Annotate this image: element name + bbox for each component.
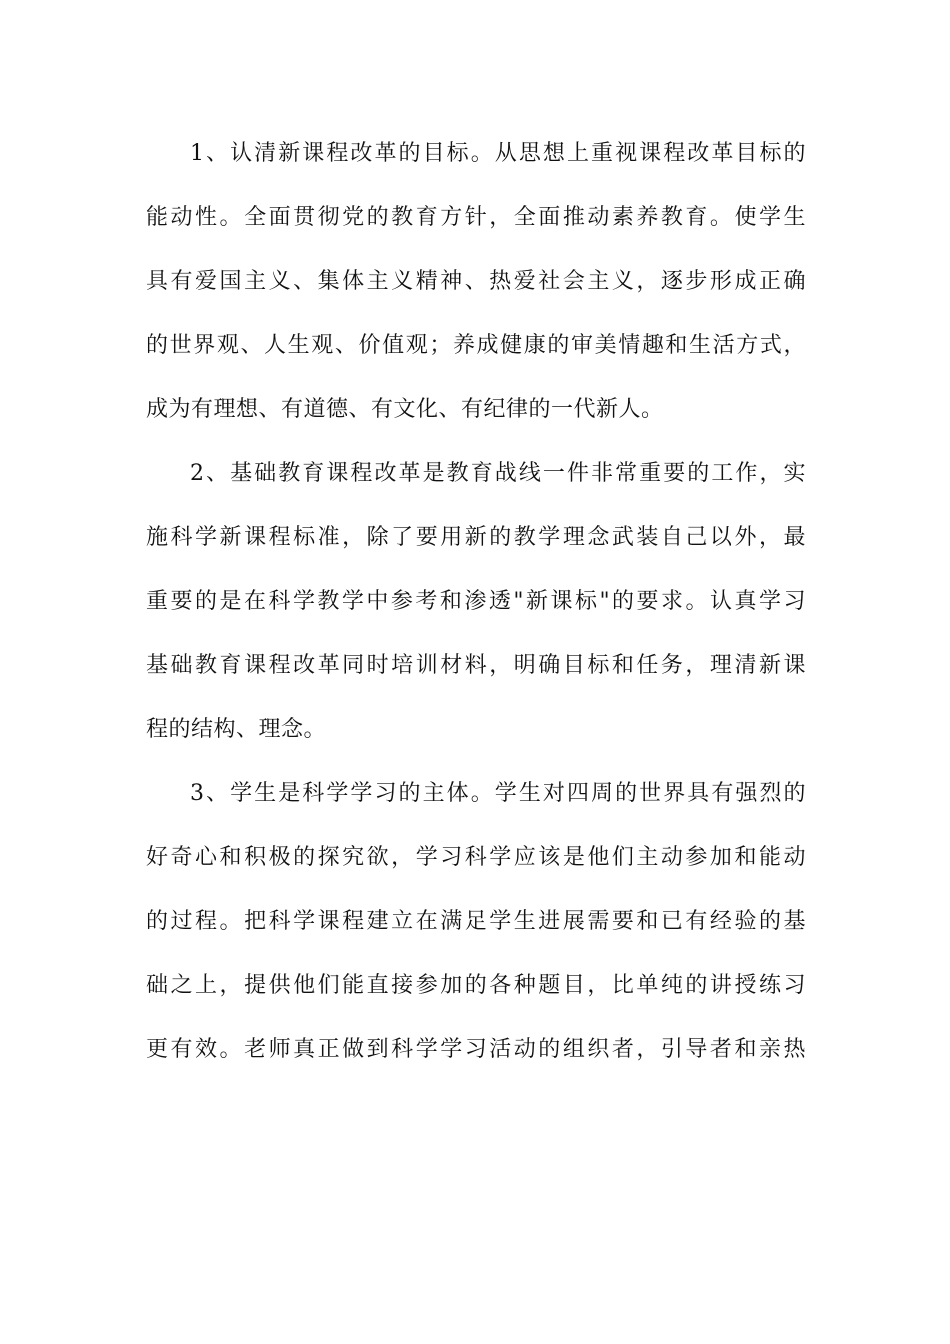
paragraph-line: 施科学新课程标准，除了要用新的教学理念武装自己以外，最 [146,525,806,550]
paragraph-line: 具有爱国主义、集体主义精神、热爱社会主义，逐步形成正确 [146,269,806,294]
paragraph-3 [146,768,806,1088]
document-body [146,128,806,1088]
paragraph-line: 的世界观、人生观、价值观；养成健康的审美情趣和生活方式， [146,333,806,358]
paragraph-line: 重要的是在科学教学中参考和渗透"新课标"的要求。认真学习 [146,589,806,614]
paragraph-line: 好奇心和积极的探究欲，学习科学应该是他们主动参加和能动 [146,845,806,870]
paragraph-line: 1、认清新课程改革的目标。从思想上重视课程改革目标的 [190,141,806,166]
paragraph-1 [146,128,806,448]
paragraph-line: 础之上，提供他们能直接参加的各种题目，比单纯的讲授练习 [146,973,806,998]
paragraph-line: 能动性。全面贯彻党的教育方针，全面推动素养教育。使学生 [146,205,806,230]
paragraph-line: 更有效。老师真正做到科学学习活动的组织者，引导者和亲热 [146,1037,806,1062]
paragraph-line: 基础教育课程改革同时培训材料，明确目标和任务，理清新课 [146,653,806,678]
paragraph-line: 2、基础教育课程改革是教育战线一件非常重要的工作，实 [190,461,806,486]
paragraph-line: 程的结构、理念。 [146,717,327,742]
paragraph-line: 3、学生是科学学习的主体。学生对四周的世界具有强烈的 [190,781,806,806]
paragraph-line: 的过程。把科学课程建立在满足学生进展需要和已有经验的基 [146,909,806,934]
paragraph-2 [146,448,806,768]
paragraph-line: 成为有理想、有道德、有文化、有纪律的一代新人。 [146,397,664,422]
